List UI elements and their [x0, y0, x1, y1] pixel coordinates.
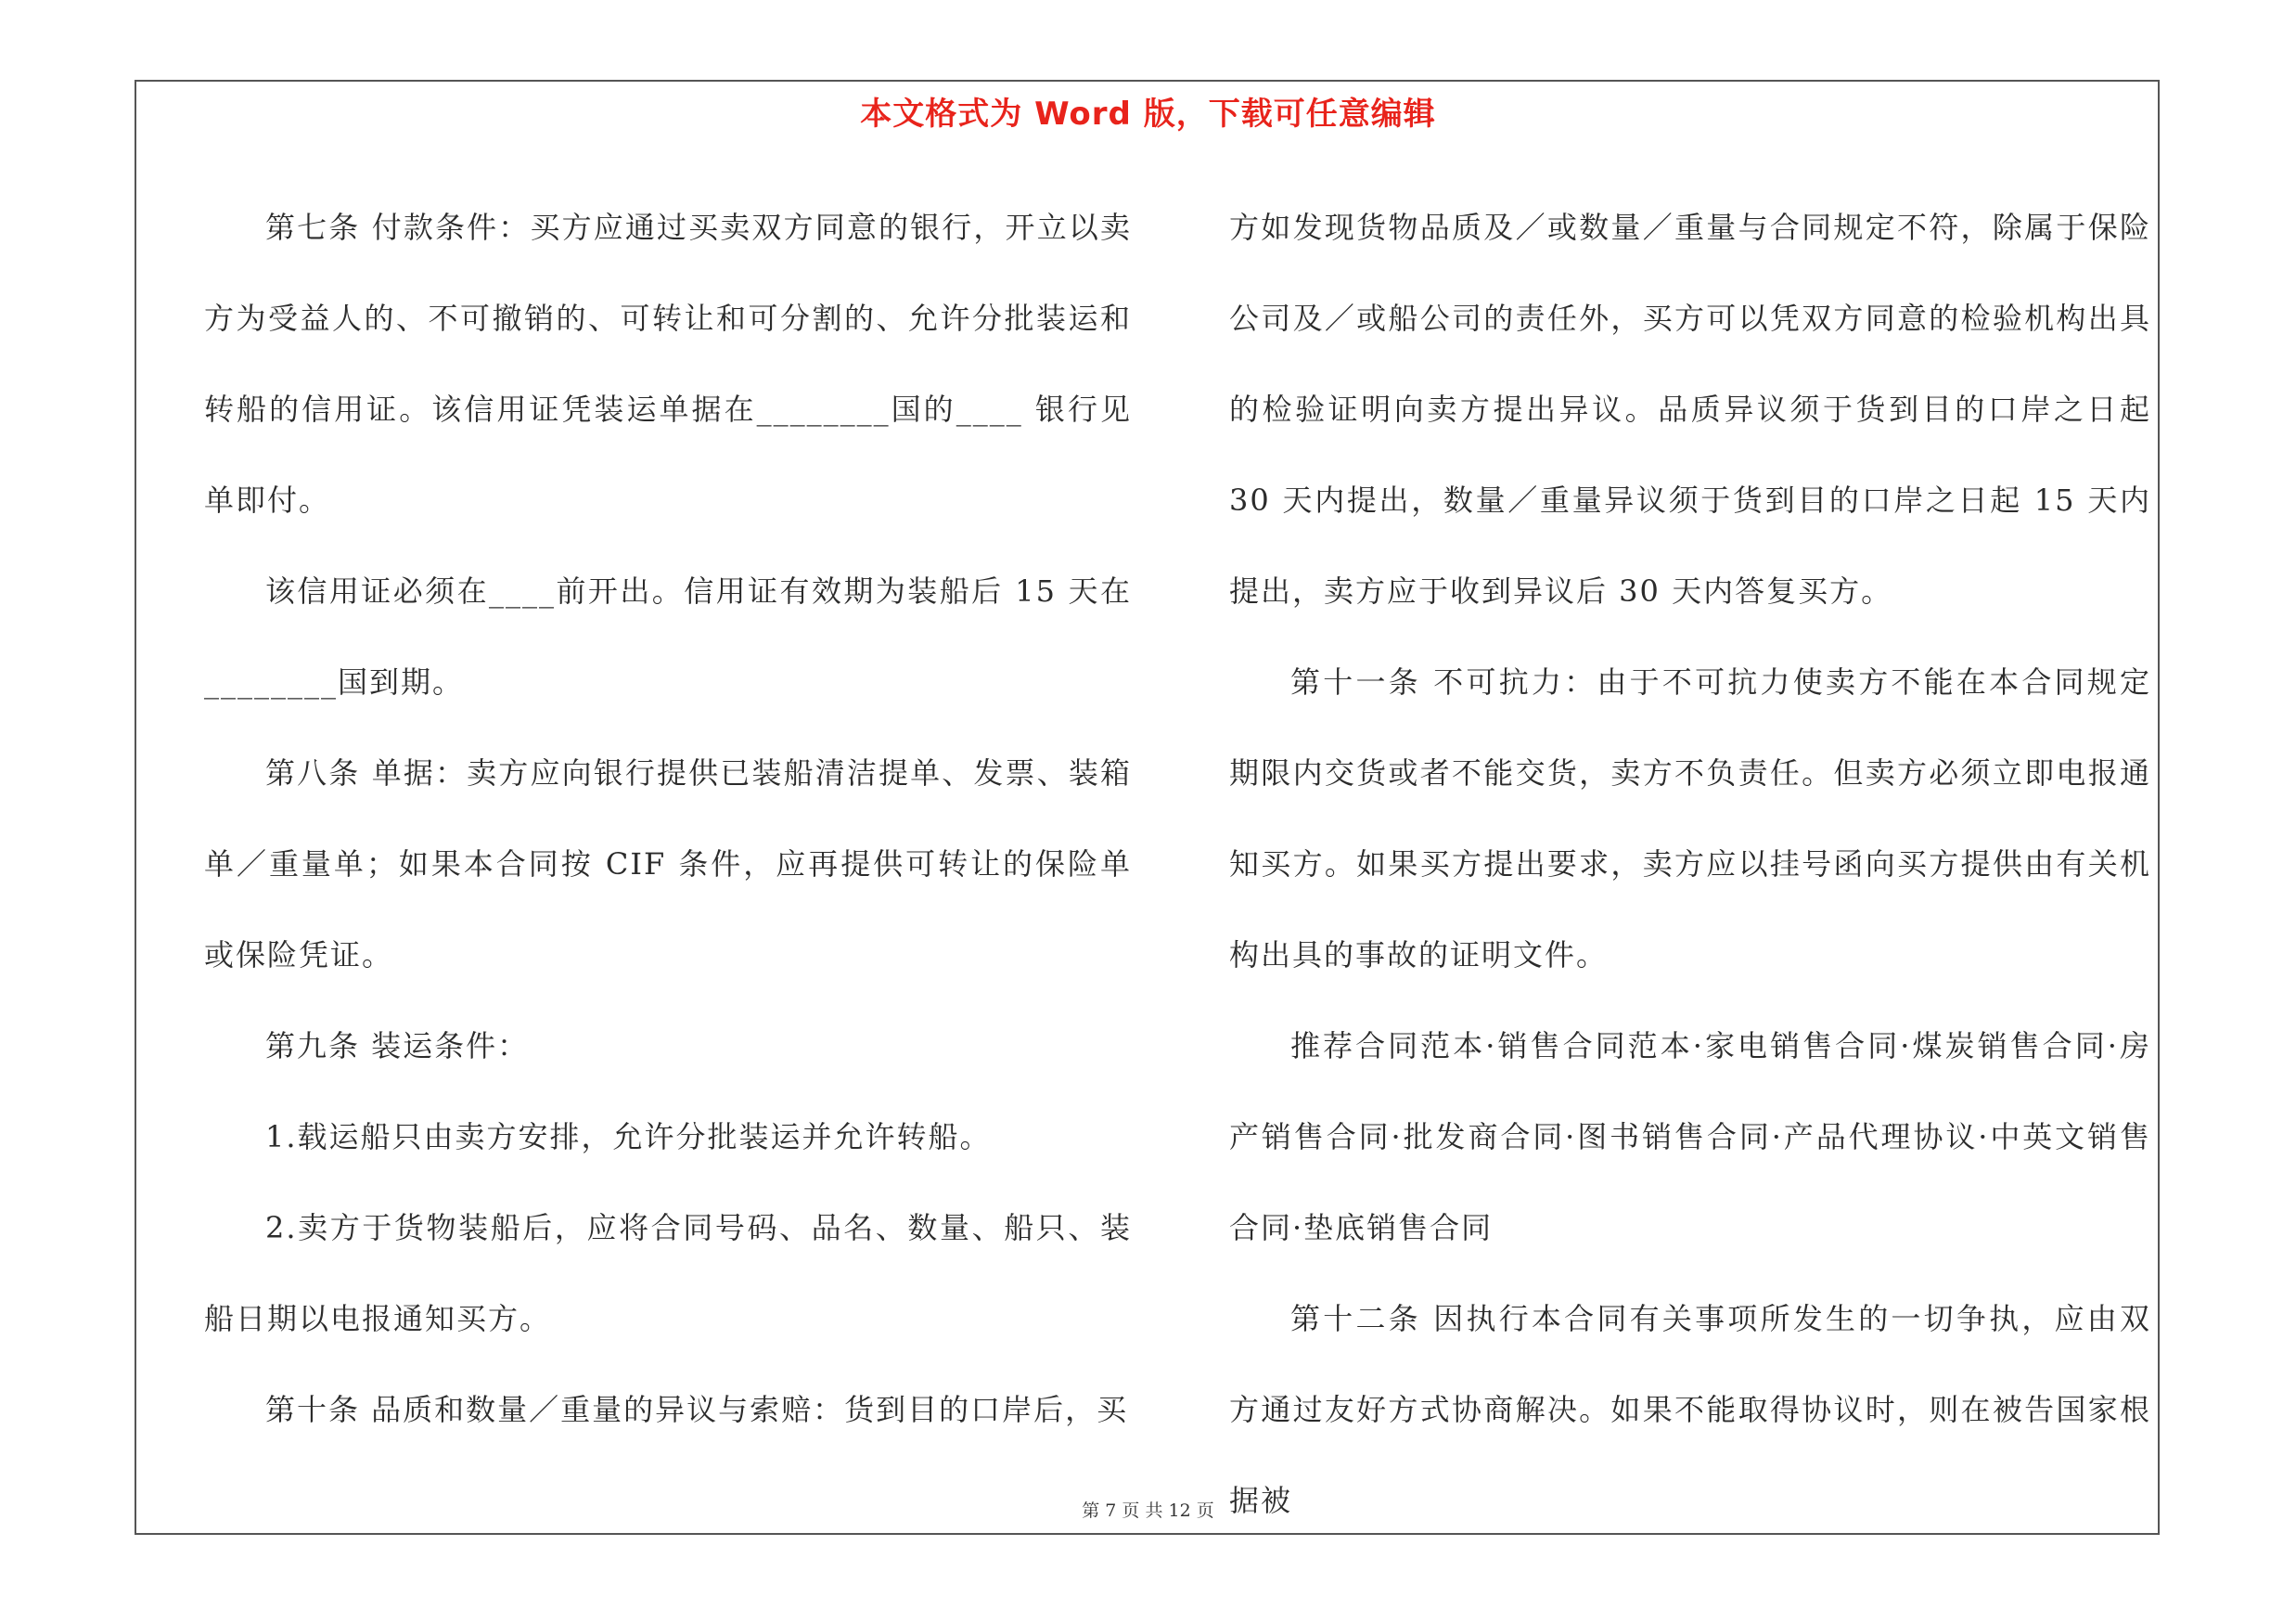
recommended-contracts-paragraph: 推荐合同范本·销售合同范本·家电销售合同·煤炭销售合同·房产销售合同·批发商合同·图书销售合同·产品代理协议·中英文销售合同·垫底销售合同	[1229, 1028, 2151, 1245]
format-banner: 本文格式为 Word 版，下载可任意编辑	[860, 96, 1436, 133]
shipping-item-1: 1.载运船只由卖方安排，允许分批装运并允许转船。	[265, 1119, 992, 1154]
page-number-footer: 第 7 页 共 12 页	[1082, 1501, 1214, 1521]
article-10-paragraph-continued: 方如发现货物品质及／或数量／重量与合同规定不符，除属于保险公司及／或船公司的责任外，买方可以凭双方同意的检验机构出具的检验证明向卖方提出异议。品质异议须于货到目的口岸之日起 30 天内提出，数量／重量异议须于货到目的口岸之日起 15 天内提出，卖方应于收到异议后 30 天内答复买方。	[1229, 210, 2151, 609]
article-7-paragraph: 第七条 付款条件：买方应通过买卖双方同意的银行，开立以卖方为受益人的、不可撤销的、可转让和可分割的、允许分批装运和转船的信用证。该信用证凭装运单据在________国的____ 银行见单即付。	[204, 210, 1132, 518]
right-column	[1229, 182, 2151, 1546]
article-10-paragraph-start: 第十条 品质和数量／重量的异议与索赔：货到目的口岸后，买	[265, 1392, 1129, 1427]
article-9-heading: 第九条 装运条件：	[265, 1028, 530, 1063]
shipping-item-2: 2.卖方于货物装船后，应将合同号码、品名、数量、船只、装船日期以电报通知买方。	[204, 1210, 1132, 1336]
left-column	[204, 182, 1132, 1455]
credit-validity-paragraph: 该信用证必须在____前开出。信用证有效期为装船后 15 天在________国到期。	[204, 573, 1132, 700]
article-12-paragraph: 第十二条 因执行本合同有关事项所发生的一切争执，应由双方通过友好方式协商解决。如果不能取得协议时，则在被告国家根据被	[1229, 1301, 2151, 1518]
article-11-paragraph: 第十一条 不可抗力：由于不可抗力使卖方不能在本合同规定期限内交货或者不能交货，卖方不负责任。但卖方必须立即电报通知买方。如果买方提出要求，卖方应以挂号函向买方提供由有关机构出具的事故的证明文件。	[1229, 664, 2151, 973]
article-8-paragraph: 第八条 单据：卖方应向银行提供已装船清洁提单、发票、装箱单／重量单；如果本合同按 CIF 条件，应再提供可转让的保险单或保险凭证。	[204, 755, 1132, 973]
